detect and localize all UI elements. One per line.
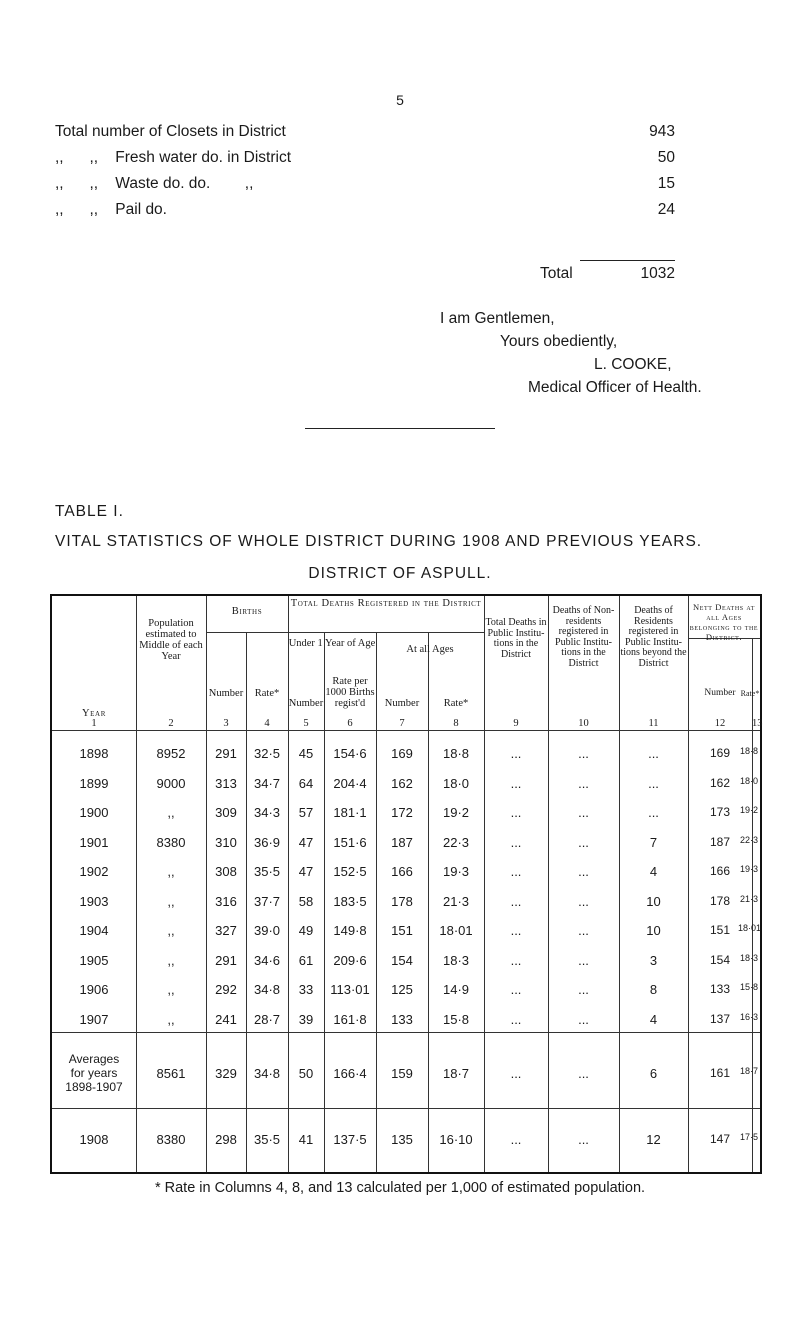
table-cell: 47 bbox=[298, 835, 314, 850]
table-cell: 151 bbox=[391, 923, 413, 938]
table-cell: 1906 bbox=[79, 982, 109, 997]
table-cell: 34·3 bbox=[253, 805, 281, 820]
table-cell: ... bbox=[510, 923, 522, 938]
table-cell: ... bbox=[510, 746, 522, 761]
table-cell: 241 bbox=[215, 1012, 237, 1027]
closet-row bbox=[55, 175, 675, 197]
header-year: Year bbox=[82, 708, 106, 719]
header-population: Population estimated to Middle of each Year bbox=[139, 618, 203, 662]
table-cell: 152·5 bbox=[333, 864, 367, 879]
table-cell: 64 bbox=[298, 776, 314, 791]
table-cell: 19·3 bbox=[442, 864, 470, 879]
table-cell: 1908 bbox=[79, 1132, 109, 1147]
table-cell: 291 bbox=[215, 746, 237, 761]
closet-label: ,, ,, Fresh water do. in District bbox=[55, 149, 292, 166]
table-label: TABLE I. bbox=[55, 503, 124, 520]
table-cell: 329 bbox=[215, 1066, 237, 1081]
table-cell: ... bbox=[578, 1012, 589, 1027]
table-cell: ... bbox=[510, 953, 522, 968]
table-cell: ... bbox=[510, 835, 522, 850]
table-cell: 19·3 bbox=[739, 864, 758, 874]
table-cell: 292 bbox=[215, 982, 237, 997]
table-cell: 14·9 bbox=[442, 982, 470, 997]
table-cell: 12 bbox=[646, 1132, 661, 1147]
footnote: * Rate in Columns 4, 8, and 13 calculated per 1,000 of estimated population. bbox=[154, 1180, 646, 1196]
header-all-ages: At all Ages bbox=[406, 644, 454, 655]
table-cell: 162 bbox=[709, 776, 731, 790]
table-cell: 113·01 bbox=[330, 982, 370, 997]
table-cell: ... bbox=[510, 982, 522, 997]
table-cell: 3 bbox=[649, 953, 658, 968]
table-cell: 1899 bbox=[79, 776, 109, 791]
table-cell: ,, bbox=[167, 923, 175, 938]
table-cell: 204·4 bbox=[333, 776, 367, 791]
table-cell: 166·4 bbox=[333, 1066, 367, 1081]
table-cell: 35·5 bbox=[253, 1132, 281, 1147]
table-cell: 16·3 bbox=[739, 1012, 758, 1022]
table-cell: 4 bbox=[649, 864, 658, 879]
header-under1: Under 1 Year of Age bbox=[288, 638, 376, 649]
table-cell: 1900 bbox=[79, 805, 109, 820]
closet-value: 50 bbox=[657, 149, 675, 166]
table-cell: 35·5 bbox=[253, 864, 281, 879]
table-cell: 61 bbox=[298, 953, 314, 968]
table-cell: 57 bbox=[298, 805, 314, 820]
greeting: I am Gentlemen, bbox=[440, 310, 555, 327]
table-cell: ... bbox=[510, 805, 522, 820]
table-cell: ... bbox=[578, 835, 589, 850]
column-number: 1 bbox=[91, 718, 97, 729]
column-number: 3 bbox=[223, 718, 229, 729]
table-cell: 21·3 bbox=[442, 894, 470, 909]
column-number: 4 bbox=[264, 718, 270, 729]
header-residents-beyond: Deaths of Residents registered in Public Institu- tions beyond the District bbox=[620, 605, 687, 669]
table-cell: 154 bbox=[391, 953, 413, 968]
header-under1-number: Number bbox=[288, 698, 324, 709]
table-cell: 18·8 bbox=[442, 746, 470, 761]
table-subheading: DISTRICT OF ASPULL. bbox=[308, 565, 492, 582]
table-cell: 187 bbox=[391, 835, 413, 850]
header-nett-deaths: Nett Deaths at all Ages belonging to the District. bbox=[689, 602, 759, 642]
header-all-number: Number bbox=[384, 698, 420, 709]
table-cell: ,, bbox=[167, 805, 175, 820]
closet-label: ,, ,, Pail do. bbox=[55, 201, 167, 218]
table-cell: 7 bbox=[649, 835, 658, 850]
table-cell: 1901 bbox=[79, 835, 109, 850]
header-nett-rate: Rate* bbox=[740, 689, 760, 698]
table-cell: ,, bbox=[167, 953, 175, 968]
closet-value: 943 bbox=[649, 123, 675, 140]
table-cell: 21·3 bbox=[739, 894, 758, 904]
table-cell: 18·8 bbox=[739, 746, 758, 756]
closet-value: 15 bbox=[657, 175, 675, 192]
table-cell: 34·7 bbox=[253, 776, 281, 791]
table-cell: 18·0 bbox=[442, 776, 470, 791]
closet-label: Total number of Closets in District bbox=[55, 123, 286, 140]
table-cell: ... bbox=[578, 953, 589, 968]
table-cell: 147 bbox=[709, 1132, 731, 1146]
table-cell: 34·6 bbox=[253, 953, 281, 968]
table-cell: 34·8 bbox=[253, 1066, 281, 1081]
table-cell: 310 bbox=[215, 835, 237, 850]
table-cell: 316 bbox=[215, 894, 237, 909]
table-cell: 169 bbox=[709, 746, 731, 760]
closet-row bbox=[55, 201, 675, 223]
table-cell: 50 bbox=[298, 1066, 314, 1081]
table-cell: 181·1 bbox=[333, 805, 367, 820]
signatory-title: Medical Officer of Health. bbox=[528, 379, 702, 396]
table-cell: 58 bbox=[298, 894, 314, 909]
table-cell: 28·7 bbox=[253, 1012, 281, 1027]
table-cell: 161 bbox=[709, 1066, 731, 1080]
table-cell: 162 bbox=[391, 776, 413, 791]
table-cell: ... bbox=[578, 1132, 589, 1147]
table-cell: 10 bbox=[646, 923, 661, 938]
table-cell: 19·2 bbox=[739, 805, 758, 815]
table-cell: 1907 bbox=[79, 1012, 109, 1027]
table-cell: 8561 bbox=[156, 1066, 186, 1081]
table-cell: ... bbox=[578, 746, 589, 761]
table-cell: 187 bbox=[709, 835, 731, 849]
table-cell: 10 bbox=[646, 894, 661, 909]
table-cell: 166 bbox=[391, 864, 413, 879]
table-cell: 159 bbox=[391, 1066, 413, 1081]
header-births-rate: Rate* bbox=[254, 688, 280, 699]
column-number: 11 bbox=[648, 718, 659, 729]
table-cell: ,, bbox=[167, 864, 175, 879]
table-cell: 183·5 bbox=[333, 894, 367, 909]
header-non-residents: Deaths of Non- residents registered in Public Institu- tions in the District bbox=[552, 605, 615, 669]
table-cell: ,, bbox=[167, 1012, 175, 1027]
table-cell: 291 bbox=[215, 953, 237, 968]
table-cell: 178 bbox=[709, 894, 731, 908]
table-cell: 161·8 bbox=[333, 1012, 367, 1027]
table-cell: 166 bbox=[709, 864, 731, 878]
table-cell: 18·7 bbox=[739, 1066, 758, 1076]
table-cell: 172 bbox=[391, 805, 413, 820]
table-cell: 327 bbox=[215, 923, 237, 938]
table-cell: 32·5 bbox=[253, 746, 281, 761]
table-cell: ... bbox=[648, 746, 659, 761]
table-cell: 8380 bbox=[156, 1132, 186, 1147]
column-number: 12 bbox=[714, 718, 726, 729]
table-cell: 1905 bbox=[79, 953, 109, 968]
table-cell: 137 bbox=[709, 1012, 731, 1026]
header-nett-number: Number bbox=[704, 688, 736, 698]
table-cell: ... bbox=[510, 1066, 522, 1081]
table-cell: 313 bbox=[215, 776, 237, 791]
table-cell: ... bbox=[510, 1132, 522, 1147]
table-cell: 16·10 bbox=[439, 1132, 473, 1147]
total-label: Total bbox=[540, 265, 573, 282]
header-deaths-public: Total Deaths in Public Institu- tions in the District bbox=[485, 617, 547, 660]
table-cell: ... bbox=[578, 923, 589, 938]
table-cell: ... bbox=[648, 805, 659, 820]
closet-row bbox=[55, 123, 675, 145]
table-cell: 8380 bbox=[156, 835, 186, 850]
vital-statistics-table bbox=[50, 594, 762, 1174]
table-cell: 9000 bbox=[156, 776, 186, 791]
table-cell: ... bbox=[510, 1012, 522, 1027]
table-cell: 15·8 bbox=[739, 982, 758, 992]
table-cell: 154 bbox=[709, 953, 731, 967]
table-cell: 133 bbox=[709, 982, 731, 996]
table-cell: 18·01 bbox=[439, 923, 473, 938]
table-cell: 308 bbox=[215, 864, 237, 879]
column-number: 13 bbox=[752, 718, 763, 729]
column-number: 2 bbox=[168, 718, 174, 729]
header-under1-rate: Rate per 1000 Births regist'd bbox=[325, 676, 375, 709]
column-number: 5 bbox=[303, 718, 309, 729]
averages-label: Averages for years 1898-1907 bbox=[65, 1052, 123, 1094]
table-cell: 137·5 bbox=[333, 1132, 367, 1147]
table-cell: ... bbox=[648, 776, 659, 791]
page-number: 5 bbox=[396, 92, 404, 108]
table-cell: 34·8 bbox=[253, 982, 281, 997]
table-cell: 49 bbox=[298, 923, 314, 938]
total-rule bbox=[580, 260, 675, 261]
table-cell: 309 bbox=[215, 805, 237, 820]
table-cell: ... bbox=[578, 805, 589, 820]
table-cell: ... bbox=[510, 776, 522, 791]
column-number: 10 bbox=[578, 718, 589, 729]
table-cell: ... bbox=[510, 864, 522, 879]
table-cell: 1898 bbox=[79, 746, 109, 761]
table-cell: 6 bbox=[649, 1066, 658, 1081]
header-total-deaths: Total Deaths Registered in the District bbox=[290, 598, 482, 609]
table-cell: 209·6 bbox=[333, 953, 367, 968]
table-cell: 151 bbox=[709, 923, 731, 937]
table-heading: VITAL STATISTICS OF WHOLE DISTRICT DURING 1908 AND PREVIOUS YEARS. bbox=[55, 533, 703, 550]
table-cell: 135 bbox=[391, 1132, 413, 1147]
table-cell: 1902 bbox=[79, 864, 109, 879]
table-cell: 18·7 bbox=[442, 1066, 470, 1081]
table-cell: 178 bbox=[391, 894, 413, 909]
table-cell: 41 bbox=[298, 1132, 314, 1147]
table-cell: 1904 bbox=[79, 923, 109, 938]
table-cell: 18·3 bbox=[739, 953, 758, 963]
table-cell: 36·9 bbox=[253, 835, 281, 850]
column-number: 9 bbox=[513, 718, 519, 729]
table-cell: 125 bbox=[391, 982, 413, 997]
table-cell: 149·8 bbox=[333, 923, 367, 938]
table-cell: ,, bbox=[167, 982, 175, 997]
column-number: 7 bbox=[399, 718, 405, 729]
table-cell: 154·6 bbox=[333, 746, 367, 761]
table-cell: 8 bbox=[649, 982, 658, 997]
table-cell: 47 bbox=[298, 864, 314, 879]
table-cell: 169 bbox=[391, 746, 413, 761]
table-cell: 15·8 bbox=[442, 1012, 470, 1027]
table-cell: 8952 bbox=[156, 746, 186, 761]
table-cell: 298 bbox=[215, 1132, 237, 1147]
column-number: 6 bbox=[347, 718, 353, 729]
divider bbox=[305, 428, 495, 429]
column-number: 8 bbox=[453, 718, 459, 729]
table-cell: ... bbox=[578, 894, 589, 909]
table-cell: 1903 bbox=[79, 894, 109, 909]
table-cell: 133 bbox=[391, 1012, 413, 1027]
table-cell: 39 bbox=[298, 1012, 314, 1027]
table-cell: 22·3 bbox=[442, 835, 470, 850]
table-cell: 17·5 bbox=[739, 1132, 758, 1142]
closing: Yours obediently, bbox=[500, 333, 618, 350]
table-cell: 33 bbox=[298, 982, 314, 997]
closet-value: 24 bbox=[657, 201, 675, 218]
header-all-rate: Rate* bbox=[443, 698, 469, 709]
table-cell: ,, bbox=[167, 894, 175, 909]
table-cell: ... bbox=[578, 776, 589, 791]
table-cell: ... bbox=[578, 1066, 589, 1081]
table-cell: 45 bbox=[298, 746, 314, 761]
table-cell: ... bbox=[578, 982, 589, 997]
table-cell: 151·6 bbox=[333, 835, 367, 850]
table-cell: 4 bbox=[649, 1012, 658, 1027]
table-cell: 18·0 bbox=[739, 776, 758, 786]
table-cell: 18·01 bbox=[738, 923, 762, 933]
table-cell: ... bbox=[510, 894, 522, 909]
closet-row bbox=[55, 149, 675, 171]
table-cell: 173 bbox=[709, 805, 731, 819]
table-cell: 18·3 bbox=[442, 953, 470, 968]
table-cell: 39·0 bbox=[253, 923, 281, 938]
total-value: 1032 bbox=[640, 265, 675, 282]
header-births-number: Number bbox=[208, 688, 244, 699]
header-births: Births bbox=[231, 606, 263, 617]
signatory-name: L. COOKE, bbox=[594, 356, 672, 373]
closet-label: ,, ,, Waste do. do. ,, bbox=[55, 175, 254, 192]
table-cell: 22·3 bbox=[739, 835, 758, 845]
table-cell: 37·7 bbox=[253, 894, 281, 909]
table-cell: 19·2 bbox=[442, 805, 470, 820]
table-cell: ... bbox=[578, 864, 589, 879]
